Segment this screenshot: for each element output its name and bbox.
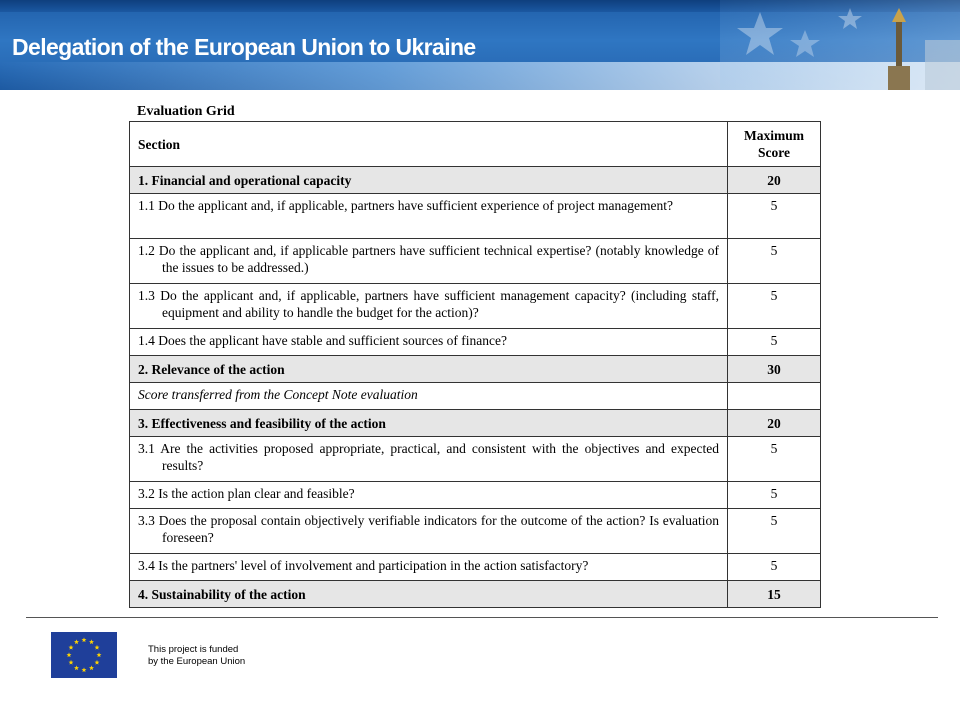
question-text: 3.2 Is the action plan clear and feasible? [138, 486, 355, 501]
table-row [130, 437, 821, 482]
score-cell: 5 [728, 554, 821, 581]
section-label: 1. Financial and operational capacity [138, 172, 352, 188]
question-text: 1.2 Do the applicant and, if applicable partners have sufficient technical expertise? (notably knowledge of the issues to be addressed.) [138, 243, 719, 275]
question-text: 1.1 Do the applicant and, if applicable, partners have sufficient experience of project management? [138, 198, 674, 213]
section-label: 2. Relevance of the action [138, 361, 285, 377]
section-title [130, 410, 728, 437]
table-row [130, 482, 821, 509]
question-cell [130, 239, 728, 284]
score-cell: 20 [728, 410, 821, 437]
note-text: Score transferred from the Concept Note evaluation [138, 387, 418, 402]
score-cell: 20 [728, 167, 821, 194]
question-cell [130, 554, 728, 581]
question-cell [130, 509, 728, 554]
section-row [130, 410, 821, 437]
section-label: 4. Sustainability of the action [138, 586, 306, 602]
score-cell: 5 [728, 194, 821, 239]
question-text: 3.1 Are the activities proposed appropriate, practical, and consistent with the objectives and expected results? [138, 441, 719, 473]
header-banner [0, 0, 960, 90]
question-text: 1.3 Do the applicant and, if applicable, partners have sufficient management capacity? (including staff, equipment and ability to handle the budget for the action)? [138, 288, 719, 320]
evaluation-grid-table [129, 121, 821, 608]
question-cell [130, 329, 728, 356]
score-cell: 15 [728, 581, 821, 608]
section-label: 3. Effectiveness and feasibility of the action [138, 415, 386, 431]
section-row [130, 356, 821, 383]
banner-decoration-icon [720, 0, 960, 90]
table-row [130, 329, 821, 356]
score-cell: 5 [728, 509, 821, 554]
question-text: 3.3 Does the proposal contain objectively verifiable indicators for the outcome of the action? Is evaluation foreseen? [138, 513, 719, 545]
section-row [130, 167, 821, 194]
note-cell [130, 383, 728, 410]
question-text: 1.4 Does the applicant have stable and sufficient sources of finance? [138, 333, 507, 348]
table-header-row [130, 122, 821, 167]
column-header-section: Section [130, 122, 728, 167]
table-row [130, 383, 821, 410]
table-row [130, 509, 821, 554]
question-cell [130, 194, 728, 239]
question-cell [130, 482, 728, 509]
score-cell: 5 [728, 329, 821, 356]
section-row [130, 581, 821, 608]
question-text: 3.4 Is the partners' level of involvement and participation in the action satisfactory? [138, 558, 589, 573]
table-row [130, 239, 821, 284]
score-cell: 30 [728, 356, 821, 383]
question-cell [130, 284, 728, 329]
footer-divider [26, 617, 938, 618]
section-title [130, 167, 728, 194]
table-body [130, 167, 821, 608]
section-title [130, 356, 728, 383]
score-cell: 5 [728, 239, 821, 284]
score-cell: 5 [728, 437, 821, 482]
funding-line-1: This project is funded [148, 644, 239, 655]
score-cell [728, 383, 821, 410]
banner-title: Delegation of the European Union to Ukraine [12, 34, 476, 60]
table-row [130, 554, 821, 581]
document-heading: Evaluation Grid [137, 104, 235, 119]
question-cell [130, 437, 728, 482]
score-cell: 5 [728, 482, 821, 509]
funding-notice [148, 644, 245, 668]
funding-line-2: by the European Union [148, 656, 246, 667]
score-cell: 5 [728, 284, 821, 329]
column-header-score: Maximum Score [728, 122, 821, 167]
section-title [130, 581, 728, 608]
table-row [130, 284, 821, 329]
table-row [130, 194, 821, 239]
eu-flag-icon [51, 632, 117, 678]
